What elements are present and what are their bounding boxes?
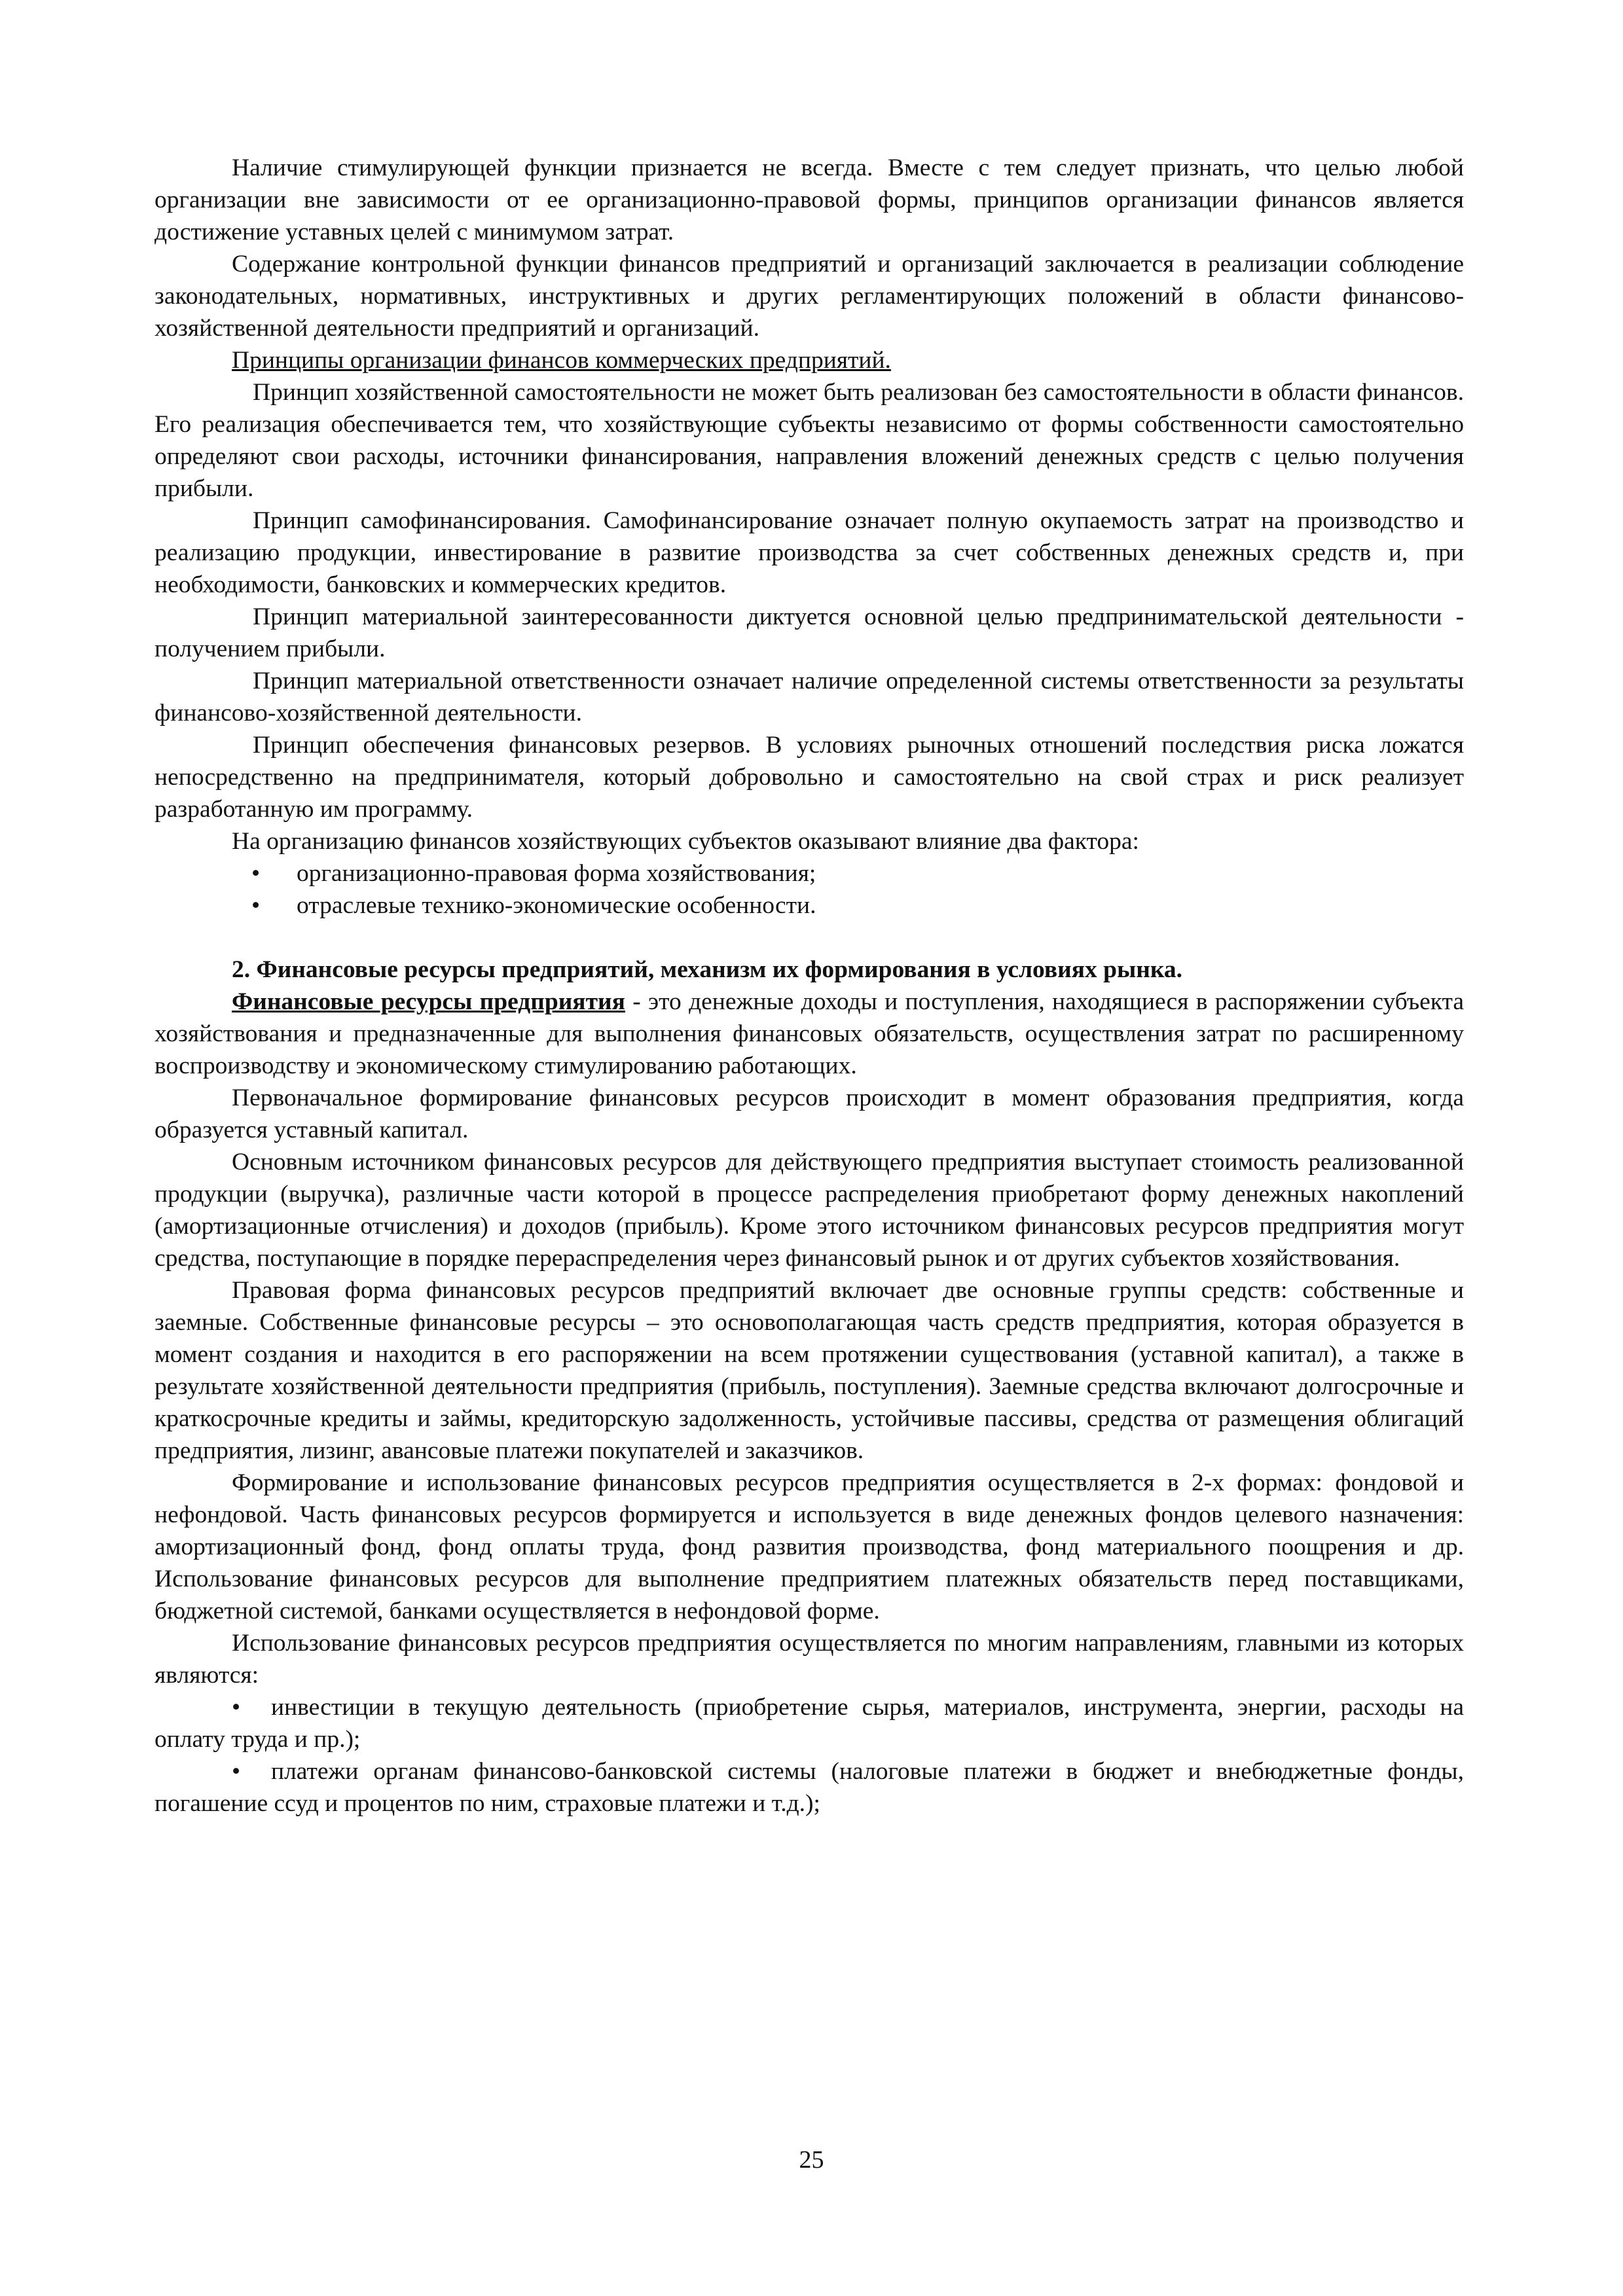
definition-text: - это денежные доходы и поступления, находящиеся в распоряжении субъекта хозяйствования и предназначенные для выполнения финансовых обязательств, осуществления затрат по расширенному воспроизводству и экономическому стимулированию работающих. [155,988,1464,1079]
principles-heading [155,344,1464,376]
bullet-icon: • [251,892,261,919]
list-item [155,857,1464,889]
list-item-text: платежи органам финансово-банковской системы (налоговые платежи в бюджет и внебюджетные фонды, погашение ссуд и процентов по ним, страховые платежи и т.д.); [155,1758,1464,1817]
paragraph: Основным источником финансовых ресурсов для действующего предприятия выступает стоимость реализованной продукции (выручка), различные части которой в процессе распределения приобретают форму денежных накоплений (амортизационные отчисления) и доходов (прибыль). Кроме этого источником финансовых ресурсов предприятия могут средства, поступающие в порядке перераспределения через финансовый рынок и от других субъектов хозяйствования. [155,1149,1464,1272]
paragraph: Принцип материальной ответственности означает наличие определенной системы ответственности за результаты финансово-хозяйственной деятельности. [155,668,1464,726]
definition-term: Финансовые ресурсы предприятия [232,988,625,1015]
paragraph: Наличие стимулирующей функции признается не всегда. Вместе с тем следует признать, что целью любой организации вне зависимости от ее организационно-правовой формы, принципов организации финансов является достижение уставных целей с минимумом затрат. [155,154,1464,245]
principles-heading-text: Принципы организации финансов коммерческих предприятий. [232,347,891,374]
paragraph: Правовая форма финансовых ресурсов предприятий включает две основные группы средств: собственные и заемные. Собственные финансовые ресурсы – это основополагающая часть средств предприятия, которая образуется в момент создания и находится в его распоряжении на всем протяжении существования (уставной капитал), а также в результате хозяйственной деятельности предприятия (прибыль, поступления). Заемные средства включают долгосрочные и краткосрочные кредиты и займы, кредиторскую задолженность, устойчивые пассивы, средства от размещения облигаций предприятия, лизинг, авансовые платежи покупателей и заказчиков. [155,1277,1464,1464]
list-item-text: отраслевые технико-экономические особенности. [297,892,816,919]
page-number: 25 [799,2146,824,2174]
paragraph: Первоначальное формирование финансовых ресурсов происходит в момент образования предприятия, когда образуется уставный капитал. [155,1085,1464,1143]
definition-paragraph [155,986,1464,1082]
paragraph: Принцип хозяйственной самостоятельности не может быть реализован без самостоятельности в области финансов. Его реализация обеспечивается тем, что хозяйствующие субъекты независимо от формы собственности самостоятельно определяют свои расходы, источники финансирования, направления вложений денежных средств с целью получения прибыли. [155,379,1464,502]
bullet-icon: • [251,860,261,887]
paragraph: На организацию финансов хозяйствующих субъектов оказывают влияние два фактора: [232,828,1139,855]
section-heading: 2. Финансовые ресурсы предприятий, механизм их формирования в условиях рынка. [232,956,1183,983]
page-content [155,152,1464,1820]
paragraph: Использование финансовых ресурсов предприятия осуществляется по многим направлениям, главными из которых являются: [155,1630,1464,1689]
paragraph: Принцип обеспечения финансовых резервов. В условиях рыночных отношений последствия риска ложатся непосредственно на предпринимателя, который добровольно и самостоятельно на свой страх и риск реализует разработанную им программу. [155,732,1464,823]
list-item [155,1755,1464,1820]
list-item-text: инвестиции в текущую деятельность (приобретение сырья, материалов, инструмента, энергии, расходы на оплату труда и пр.); [155,1694,1464,1753]
paragraph: Содержание контрольной функции финансов предприятий и организаций заключается в реализации соблюдение законодательных, нормативных, инструктивных и других регламентирующих положений в области финансово-хозяйственной деятельности предприятий и организаций. [155,251,1464,342]
paragraph: Принцип самофинансирования. Самофинансирование означает полную окупаемость затрат на производство и реализацию продукции, инвестирование в развитие производства за счет собственных денежных средств и, при необходимости, банковских и коммерческих кредитов. [155,507,1464,598]
directions-list [155,1691,1464,1820]
bullet-icon: • [232,1758,241,1785]
factors-list [155,857,1464,922]
list-item-text: организационно-правовая форма хозяйствования; [297,860,816,887]
bullet-icon: • [232,1694,241,1721]
paragraph: Принцип материальной заинтересованности диктуется основной целью предпринимательской деятельности - получением прибыли. [155,603,1464,662]
paragraph: Формирование и использование финансовых ресурсов предприятия осуществляется в 2-х формах: фондовой и нефондовой. Часть финансовых ресурсов формируется и используется в виде денежных фондов целевого назначения: амортизационный фонд, фонд оплаты труда, фонд развития производства, фонд материального поощрения и др. Использование финансовых ресурсов для выполнение предприятием платежных обязательств перед поставщиками, бюджетной системой, банками осуществляется в нефондовой форме. [155,1469,1464,1624]
list-item [155,889,1464,922]
list-item [155,1691,1464,1755]
